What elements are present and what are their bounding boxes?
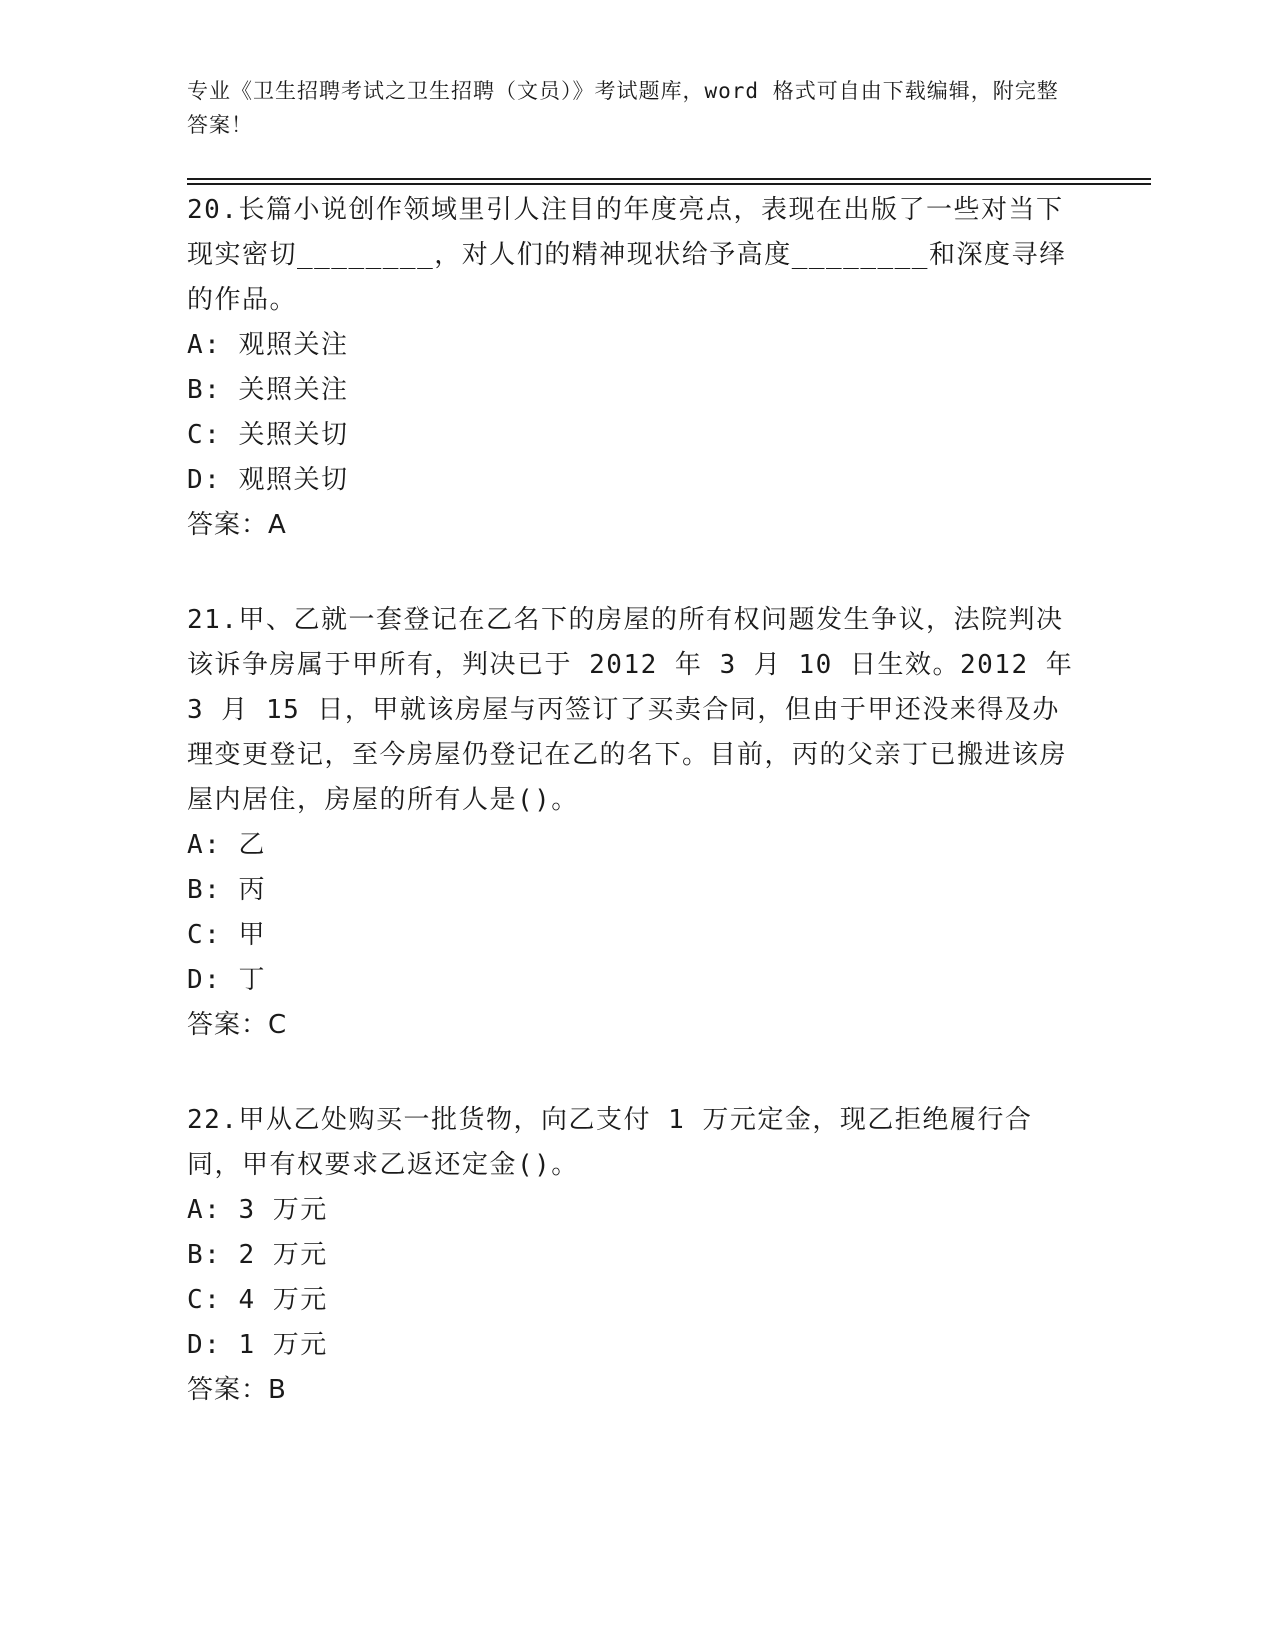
question-stem: 22.甲从乙处购买一批货物，向乙支付 1 万元定金，现乙拒绝履行合同，甲有权要求乙返还定金()。 [187,1105,1033,1180]
question-stem: 21.甲、乙就一套登记在乙名下的房屋的所有权问题发生争议，法院判决该诉争房属于甲所有，判决已于 2012 年 3 月 10 日生效。2012 年 3 月 15 日，甲就该房屋与丙签订了买卖合同，但由于甲还没来得及办理变更登记，至今房屋仍登记在乙的名下。目前，丙的父亲丁已搬进该房屋内居住，房屋的所有人是()。 [187,605,1074,815]
option-b: B: 丙 [187,875,266,905]
question-stem: 20.长篇小说创作领域里引人注目的年度亮点，表现在出版了一些对当下现实密切________，对人们的精神现状给予高度________和深度寻绎的作品。 [187,195,1067,315]
option-a: A: 乙 [187,830,266,860]
option-c: C: 4 万元 [187,1285,328,1315]
header-divider-top [187,178,1151,180]
answer: 答案：C [187,1010,288,1040]
answer: 答案：B [187,1375,287,1405]
question-21 [187,598,1077,1048]
header-divider-bottom [187,183,1151,185]
option-b: B: 关照关注 [187,375,349,405]
option-d: D: 1 万元 [187,1330,328,1360]
option-c: C: 关照关切 [187,420,349,450]
option-a: A: 观照关注 [187,330,349,360]
answer: 答案：A [187,510,287,540]
option-d: D: 观照关切 [187,465,349,495]
question-22 [187,1098,1077,1413]
option-d: D: 丁 [187,965,266,995]
page-header: 专业《卫生招聘考试之卫生招聘（文员）》考试题库，word 格式可自由下载编辑，附完整答案！ [187,79,1059,137]
question-20 [187,188,1077,548]
option-c: C: 甲 [187,920,266,950]
option-b: B: 2 万元 [187,1240,328,1270]
option-a: A: 3 万元 [187,1195,328,1225]
